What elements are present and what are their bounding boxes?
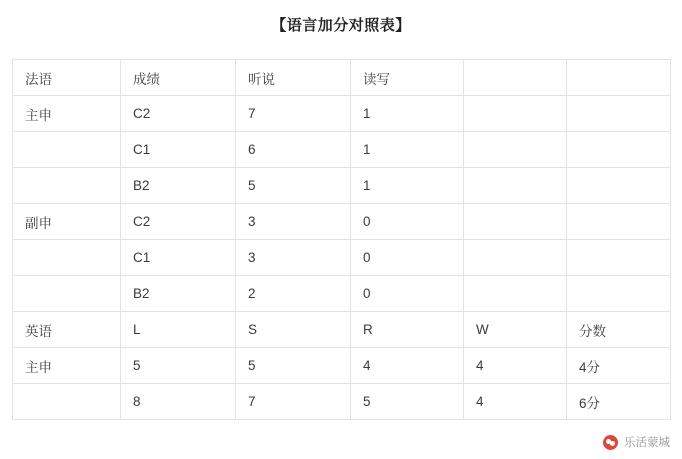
table-row — [13, 204, 671, 240]
table-cell — [464, 60, 567, 96]
table-cell: 4 — [351, 348, 464, 384]
table-cell — [464, 276, 567, 312]
table-cell — [13, 276, 121, 312]
table-container — [0, 35, 682, 420]
table-cell — [464, 204, 567, 240]
table-cell — [13, 384, 121, 420]
watermark — [603, 434, 670, 450]
page-title: 【语言加分对照表】 — [271, 17, 411, 34]
language-points-table — [12, 59, 671, 420]
table-cell: 5 — [236, 348, 351, 384]
table-cell: 读写 — [351, 60, 464, 96]
table-cell: B2 — [121, 168, 236, 204]
table-row — [13, 312, 671, 348]
table-cell: 0 — [351, 240, 464, 276]
table-cell — [567, 96, 671, 132]
table-cell: S — [236, 312, 351, 348]
table-cell: 4分 — [567, 348, 671, 384]
table-cell: 副申 — [13, 204, 121, 240]
table-cell: C2 — [121, 204, 236, 240]
table-cell — [567, 132, 671, 168]
table-cell: 5 — [121, 348, 236, 384]
table-cell: L — [121, 312, 236, 348]
table-cell — [567, 168, 671, 204]
wechat-logo-icon — [603, 435, 618, 450]
table-row — [13, 240, 671, 276]
table-cell — [464, 240, 567, 276]
table-cell: 8 — [121, 384, 236, 420]
table-cell: 4 — [464, 384, 567, 420]
table-cell: 6分 — [567, 384, 671, 420]
table-cell: 主申 — [13, 96, 121, 132]
table-row — [13, 96, 671, 132]
table-cell: 5 — [351, 384, 464, 420]
table-cell: 成绩 — [121, 60, 236, 96]
table-cell: 主申 — [13, 348, 121, 384]
table-cell: C2 — [121, 96, 236, 132]
table-cell: 1 — [351, 96, 464, 132]
table-cell — [567, 204, 671, 240]
table-cell: 4 — [464, 348, 567, 384]
table-cell: 听说 — [236, 60, 351, 96]
table-cell: 0 — [351, 204, 464, 240]
table-cell: 2 — [236, 276, 351, 312]
table-cell: B2 — [121, 276, 236, 312]
table-cell — [464, 168, 567, 204]
table-cell — [13, 168, 121, 204]
table-cell: 法语 — [13, 60, 121, 96]
table-cell: 英语 — [13, 312, 121, 348]
table-cell — [13, 132, 121, 168]
table-cell: C1 — [121, 240, 236, 276]
table-cell — [567, 240, 671, 276]
table-cell: 7 — [236, 384, 351, 420]
table-cell: R — [351, 312, 464, 348]
table-cell — [567, 276, 671, 312]
table-cell: 7 — [236, 96, 351, 132]
table-row — [13, 132, 671, 168]
watermark-label: 乐活蒙城 — [624, 437, 670, 449]
table-cell: 3 — [236, 240, 351, 276]
table-cell: 1 — [351, 168, 464, 204]
table-row — [13, 348, 671, 384]
table-row — [13, 60, 671, 96]
table-cell: W — [464, 312, 567, 348]
table-cell — [464, 132, 567, 168]
table-row — [13, 276, 671, 312]
table-row — [13, 384, 671, 420]
table-cell — [464, 96, 567, 132]
table-cell — [13, 240, 121, 276]
table-cell: 1 — [351, 132, 464, 168]
table-cell — [567, 60, 671, 96]
table-cell: 分数 — [567, 312, 671, 348]
table-cell: 6 — [236, 132, 351, 168]
table-row — [13, 168, 671, 204]
table-cell: 0 — [351, 276, 464, 312]
table-cell: 3 — [236, 204, 351, 240]
table-cell: 5 — [236, 168, 351, 204]
table-cell: C1 — [121, 132, 236, 168]
